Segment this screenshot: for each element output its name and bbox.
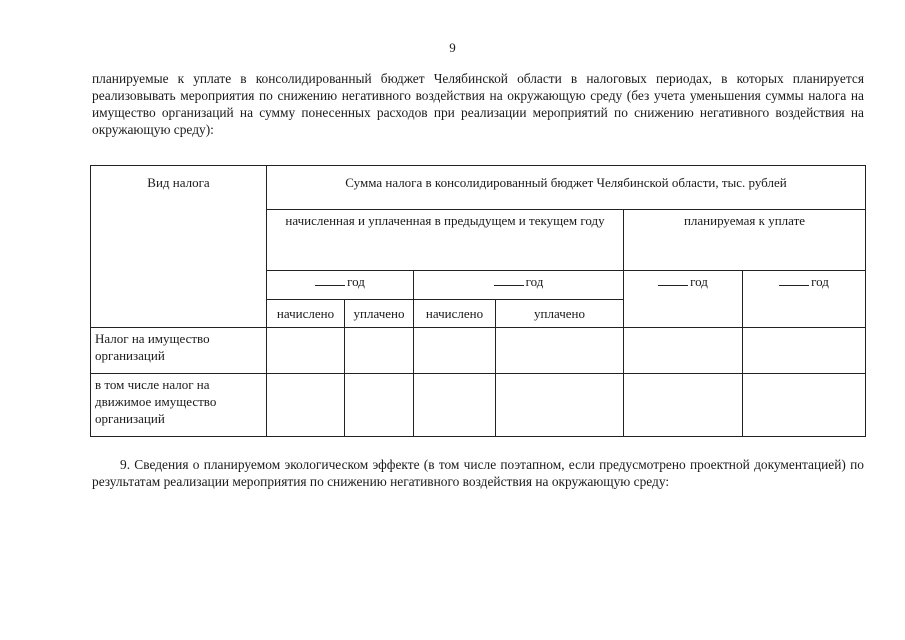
- header-year-1: [267, 271, 414, 300]
- table-cell: [345, 374, 414, 437]
- year-label: год: [347, 274, 365, 289]
- year-label: год: [525, 274, 544, 289]
- table-cell: [267, 374, 345, 437]
- section-9-paragraph: 9. Сведения о планируемом экологическом эффекте (в том числе поэтапном, если предусмотрено проектной документацией) по результатам реализации мероприятия по снижению негативного воздействия на окружающую среду:: [92, 457, 864, 489]
- header-year-3: [624, 271, 743, 328]
- table-cell: [624, 328, 743, 374]
- header-accrued: начислено: [267, 300, 345, 328]
- table-cell: [496, 374, 624, 437]
- table-cell: [743, 374, 866, 437]
- header-tax-type: Вид налога: [91, 166, 267, 328]
- header-year-4: [743, 271, 866, 328]
- table-cell: [414, 328, 496, 374]
- table-cell: [414, 374, 496, 437]
- year-label: год: [690, 274, 708, 289]
- table-row: [91, 374, 866, 437]
- year-blank: [658, 273, 688, 286]
- header-accrued: начислено: [414, 300, 496, 328]
- year-blank: [779, 273, 809, 286]
- tax-table: [90, 165, 866, 437]
- row-label: в том числе налог на движимое имущество организаций: [91, 374, 267, 437]
- header-year-2: [414, 271, 624, 300]
- header-paid: уплачено: [496, 300, 624, 328]
- year-blank: [494, 273, 524, 286]
- year-blank: [315, 273, 345, 286]
- page-number: 9: [449, 40, 456, 55]
- table-cell: [496, 328, 624, 374]
- header-paid: уплачено: [345, 300, 414, 328]
- header-planned: планируемая к уплате: [624, 210, 866, 271]
- table-cell: [267, 328, 345, 374]
- intro-paragraph: планируемые к уплате в консолидированный бюджет Челябинской области в налоговых периодах, в которых планируется реализовывать мероприятия по снижению негативного воздействия на окружающую среду (без учета уменьшения суммы налога на имущество организаций на сумму понесенных расходов при реализации мероприятий по снижению негативного воздействия на окружающую среду):: [92, 71, 864, 137]
- header-accrued-paid: начисленная и уплаченная в предыдущем и текущем году: [267, 210, 624, 271]
- header-tax-sum: Сумма налога в консолидированный бюджет Челябинской области, тыс. рублей: [267, 166, 866, 210]
- row-label: Налог на имущество организаций: [91, 328, 267, 374]
- table-row: [91, 328, 866, 374]
- table-cell: [743, 328, 866, 374]
- year-label: год: [811, 274, 829, 289]
- table-cell: [624, 374, 743, 437]
- table-cell: [345, 328, 414, 374]
